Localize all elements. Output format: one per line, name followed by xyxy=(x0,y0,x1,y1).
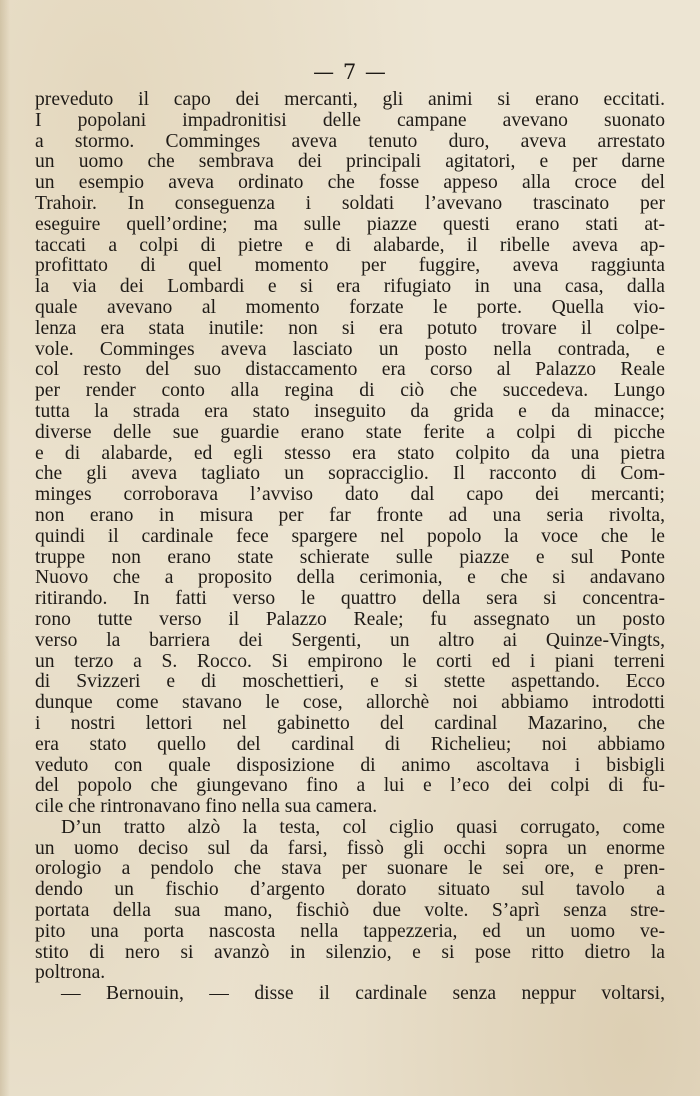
text-line: che gli aveva tagliato un sopracciglio. Il racconto di Com- xyxy=(35,463,665,485)
text-line: un uomo che sembrava dei principali agitatori, e per darne xyxy=(35,151,665,173)
text-line: — Bernouin, — disse il cardinale senza neppur voltarsi, xyxy=(61,983,665,1005)
text-line: per render conto alla regina di ciò che succedeva. Lungo xyxy=(35,380,665,402)
text-line: Trahoir. In conseguenza i soldati l’avevano trascinato per xyxy=(35,192,665,214)
text-line: cile che rintronavano fino nella sua camera. xyxy=(35,796,378,818)
text-line: quale avevano al momento forzate le porte. Quella vio- xyxy=(35,296,665,318)
text-line: vole. Comminges aveva lasciato un posto nella contrada, e xyxy=(35,338,665,360)
text-line: pito una porta nascosta nella tappezzeria, ed un uomo ve- xyxy=(35,920,665,942)
text-line: la via dei Lombardi e si era rifugiato in una casa, dalla xyxy=(35,276,665,298)
text-line: truppe non erano state schierate sulle piazze e sul Ponte xyxy=(35,546,665,568)
text-line: a stormo. Comminges aveva tenuto duro, aveva arrestato xyxy=(35,130,665,152)
text-line: profittato di quel momento per fuggire, aveva raggiunta xyxy=(35,255,665,277)
text-line: non erano in misura per far fronte ad una seria rivolta, xyxy=(35,504,665,526)
text-line: rono tutte verso il Palazzo Reale; fu assegnato un posto xyxy=(35,608,665,630)
text-line: minges corroborava l’avviso dato dal capo dei mercanti; xyxy=(35,484,665,506)
text-line: era stato quello del cardinal di Richelieu; noi abbiamo xyxy=(35,733,665,755)
text-line: I popolani impadronitisi delle campane avevano suonato xyxy=(35,109,665,131)
text-line: un uomo deciso sul da farsi, fissò gli occhi sopra un enorme xyxy=(35,837,665,859)
text-line: eseguire quell’ordine; ma sulle piazze questi erano stati at- xyxy=(35,213,665,235)
text-line: Nuovo che a proposito della cerimonia, e che si andavano xyxy=(35,567,665,589)
text-line: taccati a colpi di pietre e di alabarde, il ribelle aveva ap- xyxy=(35,234,665,256)
text-line: tutta la strada era stato inseguito da grida e da minacce; xyxy=(35,400,665,422)
text-line: di Svizzeri e di moschettieri, e si stette aspettando. Ecco xyxy=(35,671,665,693)
text-line: un esempio aveva ordinato che fosse appeso alla croce del xyxy=(35,172,665,194)
text-line: stito di nero si avanzò in silenzio, e si pose ritto dietro la xyxy=(35,941,665,963)
text-line: D’un tratto alzò la testa, col ciglio quasi corrugato, come xyxy=(61,816,665,838)
page-number: — 7 — xyxy=(313,60,387,84)
text-line: veduto con quale disposizione di animo ascoltava i bisbigli xyxy=(35,754,665,776)
text-line: diverse delle sue guardie erano state ferite a colpi di picche xyxy=(35,421,665,443)
text-line: portata della sua mano, fischiò due volte. S’aprì senza stre- xyxy=(35,900,665,922)
text-line: i nostri lettori nel gabinetto del cardinal Mazarino, che xyxy=(35,712,665,734)
text-line: verso la barriera dei Sergenti, un altro ai Quinze-Vingts, xyxy=(35,629,665,651)
text-line: dunque come stavano le cose, allorchè noi abbiamo introdotti xyxy=(35,692,665,714)
text-line: del popolo che giungevano fino a lui e l’eco dei colpi di fu- xyxy=(35,775,665,797)
body-text xyxy=(35,90,665,1005)
text-line: un terzo a S. Rocco. Si empirono le corti ed i piani terreni xyxy=(35,650,665,672)
text-line: orologio a pendolo che stava per suonare le sei ore, e pren- xyxy=(35,858,665,880)
text-line: poltrona. xyxy=(35,962,106,984)
text-line: e di alabarde, ed egli stesso era stato colpito da una pietra xyxy=(35,442,665,464)
text-line: ritirando. In fatti verso le quattro della sera si concentra- xyxy=(35,588,665,610)
text-line: lenza era stata inutile: non si era potuto trovare il colpe- xyxy=(35,317,665,339)
text-line: col resto del suo distaccamento era corso al Palazzo Reale xyxy=(35,359,665,381)
page-left-edge-shadow xyxy=(0,0,10,1096)
text-line: quindi il cardinale fece spargere nel popolo la voce che le xyxy=(35,525,665,547)
text-line: dendo un fischio d’argento dorato situato sul tavolo a xyxy=(35,879,665,901)
text-line: preveduto il capo dei mercanti, gli animi si erano eccitati. xyxy=(35,89,665,110)
